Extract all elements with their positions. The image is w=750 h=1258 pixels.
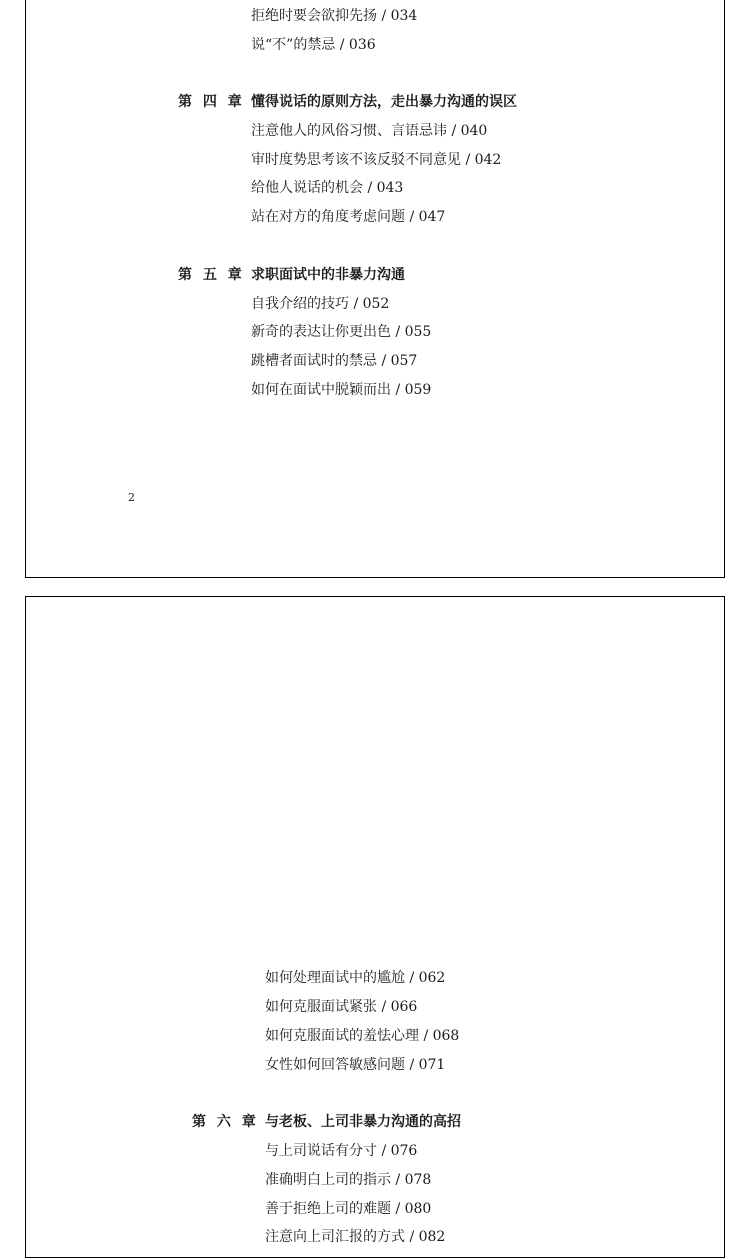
toc-entry: 说“不”的禁忌 / 036: [251, 37, 376, 53]
toc-entry: 自我介绍的技巧 / 052: [251, 296, 390, 312]
toc-entry: 跳槽者面试时的禁忌 / 057: [251, 353, 418, 369]
toc-entry: 新奇的表达让你更出色 / 055: [251, 324, 432, 340]
toc-page-1: [25, 0, 725, 578]
toc-entry: 如何处理面试中的尴尬 / 062: [265, 970, 446, 986]
chapter-6-label: 第 六 章: [192, 1114, 259, 1130]
chapter-4-label: 第 四 章: [178, 94, 245, 110]
toc-entry: 如何克服面试的羞怯心理 / 068: [265, 1028, 460, 1044]
toc-entry: 站在对方的角度考虑问题 / 047: [251, 209, 446, 225]
toc-entry: 注意向上司汇报的方式 / 082: [265, 1229, 446, 1245]
chapter-5-label: 第 五 章: [178, 267, 245, 283]
toc-entry: 女性如何回答敏感问题 / 071: [265, 1057, 446, 1073]
toc-entry: 注意他人的风俗习惯、言语忌讳 / 040: [251, 123, 488, 139]
toc-entry: 如何在面试中脱颖而出 / 059: [251, 382, 432, 398]
toc-entry: 善于拒绝上司的难题 / 080: [265, 1201, 432, 1217]
toc-entry: 拒绝时要会欲抑先扬 / 034: [251, 8, 418, 24]
chapter-6-title: 与老板、上司非暴力沟通的高招: [265, 1114, 461, 1130]
toc-entry: 如何克服面试紧张 / 066: [265, 999, 418, 1015]
chapter-4-title: 懂得说话的原则方法，走出暴力沟通的误区: [251, 94, 517, 110]
toc-entry: 准确明白上司的指示 / 078: [265, 1172, 432, 1188]
chapter-5-title: 求职面试中的非暴力沟通: [251, 267, 405, 283]
toc-entry: 审时度势思考该不该反驳不同意见 / 042: [251, 152, 502, 168]
toc-entry: 与上司说话有分寸 / 076: [265, 1143, 418, 1159]
toc-entry: 给他人说话的机会 / 043: [251, 180, 404, 196]
page-number: 2: [128, 491, 135, 504]
toc-page-2: [25, 596, 725, 1258]
